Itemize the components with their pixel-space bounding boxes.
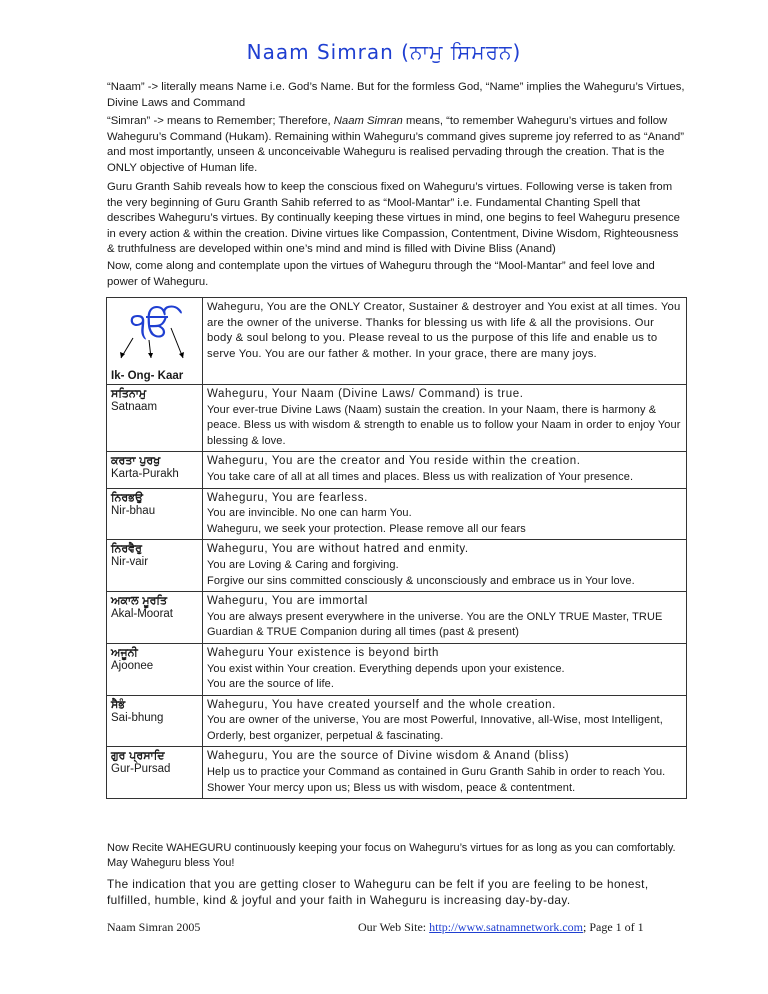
virtue-body-second-line: Waheguru, we seek your protection. Please remove all our fears — [207, 522, 526, 535]
romanized-term: Nir-vair — [111, 556, 149, 569]
ik-ong-kaar-glyph: ੴ — [130, 305, 172, 345]
virtue-name-cell — [107, 385, 203, 452]
romanized-term: Nir-bhau — [111, 504, 156, 517]
gurmukhi-term: ਅਜੂਨੀ — [111, 645, 138, 659]
virtue-body: You are always present everywhere in the universe. You are the ONLY TRUE Master, TRUE Guardian & TRUE Companion during all times (past & present) — [207, 610, 663, 639]
virtue-name-cell — [107, 695, 203, 747]
virtue-description-cell — [203, 643, 687, 695]
virtue-name-cell — [107, 488, 203, 540]
virtue-description-cell — [203, 695, 687, 747]
romanized-term: Sai-bhung — [111, 711, 164, 724]
virtue-body: Your ever-true Divine Laws (Naam) sustain the creation. In your Naam, there is harmony & peace. Bless us with wisdom & strength to enable us to follow your Naam in order to enjoy Your blessing & love. — [207, 403, 681, 447]
table-row — [107, 298, 687, 385]
gurmukhi-term: ਅਕਾਲ ਮੂਰਤਿ — [111, 594, 168, 608]
virtue-name-cell — [107, 592, 203, 644]
virtue-description-cell — [203, 747, 687, 799]
virtue-headline: Waheguru, You have created yourself and the whole creation. — [207, 698, 556, 711]
table-row — [107, 643, 687, 695]
gurmukhi-term: ਨਿਰਭਉ — [111, 490, 143, 504]
indication-paragraph: The indication that you are getting closer to Waheguru can be felt if you are feeling to be honest, fulfilled, humble, kind & joyful and your faith in Waheguru is increasing day-by-day. — [107, 877, 649, 907]
footer-document-name: Naam Simran 2005 — [107, 920, 201, 934]
virtue-headline: Waheguru, You are fearless. — [207, 491, 368, 504]
virtue-headline: Waheguru, You are the source of Divine wisdom & Anand (bliss) — [207, 750, 570, 763]
virtue-description-cell — [203, 592, 687, 644]
table-row — [107, 452, 687, 488]
virtue-name-cell — [107, 643, 203, 695]
table-row — [107, 385, 687, 452]
page-title: Naam Simran (ਨਾਮੁ ਸਿਮਰਨ) — [246, 40, 522, 64]
guru-granth-paragraph: Guru Granth Sahib reveals how to keep the conscious fixed on Waheguru’s virtues. Following verse is taken from the very beginning of Guru Granth Sahib referred to as “Mool-Mantar” i.e. Fundamental Chanting Spell that describes Waheguru’s virtues. By continually keeping these virtues in mind, one begins to feel Waheguru presence in every action & within the creation. Divine virtues like Compassion, Contentment, Divine Wisdom, Righteousness & truthfulness are developed within one’s mind and mind is filled with Divine Bliss (Anand) — [107, 181, 680, 255]
recite-paragraph: Now Recite WAHEGURU continuously keeping your focus on Waheguru’s virtues for as long as you can comfortably. May Waheguru bless You! — [107, 842, 676, 869]
table-row — [107, 540, 687, 592]
virtue-headline: Waheguru, You are without hatred and enmity. — [207, 543, 469, 556]
gurmukhi-term: ਗੁਰ ਪ੍ਰਸਾਦਿ — [111, 749, 165, 763]
ik-ong-kaar-icon — [111, 300, 197, 370]
gurmukhi-term: ਸਤਿਨਾਮੁ — [111, 387, 147, 400]
table-row — [107, 488, 687, 540]
virtue-headline: Waheguru, You are the creator and You reside within the creation. — [207, 455, 581, 468]
romanized-term: Gur-Pursad — [111, 763, 171, 776]
intro-naam-paragraph: “Naam” -> literally means Name i.e. God’s Name. But for the formless God, “Name” implies the Waheguru’s Virtues, Divine Laws and Command — [107, 81, 685, 109]
virtue-body: You take care of all at all times and places. Bless us with realization of Your presence. — [207, 470, 634, 483]
footer-page-number: ; Page 1 of 1 — [583, 920, 644, 934]
gurmukhi-term: ਸੈਭੰ — [111, 697, 126, 711]
virtue-body: You are owner of the universe, You are most Powerful, Innovative, all-Wise, most Intelligent, Orderly, best organizer, perpetual & fascinating. — [207, 714, 663, 742]
virtue-headline: Waheguru, You are immortal — [207, 595, 368, 608]
virtue-description-cell — [203, 488, 687, 540]
romanized-term: Akal-Moorat — [111, 608, 173, 621]
virtue-name-cell — [107, 452, 203, 488]
virtue-description-cell — [203, 452, 687, 488]
virtue-name-cell — [107, 540, 203, 592]
virtue-name-cell — [107, 747, 203, 799]
gurmukhi-term: ਕਰਤਾ ਪੁਰਖੁ — [111, 454, 161, 468]
ik-ong-kaar-caption: Ik- Ong- Kaar — [111, 370, 184, 382]
table-row — [107, 592, 687, 644]
virtue-headline: Waheguru, Your Naam (Divine Laws/ Command) is true. — [207, 388, 524, 400]
virtue-body-second-line: You are the source of life. — [207, 678, 335, 691]
romanized-term: Karta-Purakh — [111, 468, 179, 481]
virtue-headline: Waheguru Your existence is beyond birth — [207, 646, 440, 659]
footer-site-label: Our Web Site: — [358, 920, 430, 934]
intro-simran-paragraph — [107, 114, 687, 176]
footer-site — [358, 920, 644, 935]
romanized-term: Satnaam — [111, 401, 158, 413]
table-row — [107, 695, 687, 747]
virtue-description-cell — [203, 540, 687, 592]
table-row — [107, 747, 687, 799]
gurmukhi-term: ਨਿਰਵੈਰੁ — [111, 542, 142, 556]
simran-text-a: “Simran” -> means to Remember; Therefore, — [107, 115, 334, 127]
virtue-body: You are Loving & Caring and forgiving. — [207, 558, 399, 571]
ik-ong-kaar-cell — [107, 298, 203, 385]
virtue-body: You are invincible. No one can harm You. — [207, 507, 412, 520]
virtue-body: Help us to practice your Command as contained in Guru Granth Sahib in order to reach You. Shower Your mercy upon us; Bless us with wisdom, peace & contentment. — [207, 766, 666, 794]
simran-text-b: means, “to remember Waheguru’s virtues and follow Waheguru’s Command (Hukam). Remaining within Waheguru’s command gives supreme joy referred to as “Anand” and most importantly, unseen & unconceivable Waheguru is realised pervading through the creation. That is the ONLY objective of Human life. — [107, 115, 685, 174]
virtues-table — [106, 297, 687, 799]
ik-ong-kaar-description: Waheguru, You are the ONLY Creator, Sustainer & destroyer and You exist at all times. You are the owner of the universe. Thanks for blessing us with life & all the provisions. Our body & soul belong to you. Please reveal to us the purpose of this life and enable us to serve You. You are our father & mother. In your grace, there are many joys. — [203, 298, 687, 385]
virtue-description-cell — [203, 385, 687, 452]
romanized-term: Ajoonee — [111, 659, 154, 672]
contemplate-paragraph: Now, come along and contemplate upon the virtues of Waheguru through the “Mool-Mantar” and feel love and power of Waheguru. — [107, 260, 655, 288]
virtue-body-second-line: Forgive our sins committed consciously & unconsciously and embrace us in Your love. — [207, 574, 635, 587]
simran-emphasis: Naam Simran — [333, 115, 403, 127]
virtue-body: You exist within Your creation. Everything depends upon your existence. — [207, 662, 565, 675]
website-link[interactable]: http://www.satnamnetwork.com — [429, 920, 584, 934]
